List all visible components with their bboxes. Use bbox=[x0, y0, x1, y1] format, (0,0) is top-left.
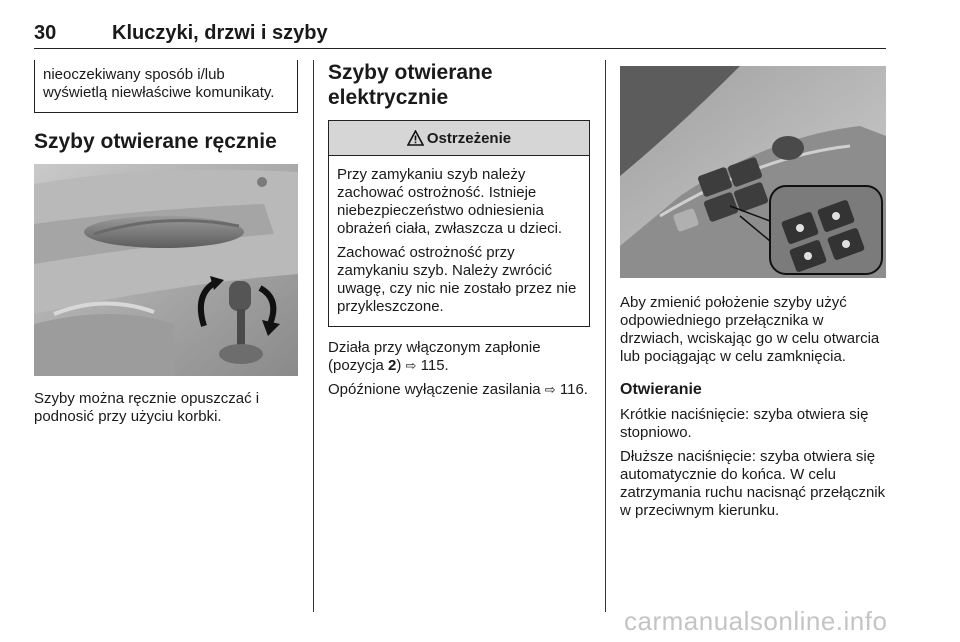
page-ref-arrow-icon: ⇨ bbox=[405, 358, 417, 373]
page-ref-arrow-icon: ⇨ bbox=[544, 382, 556, 397]
section-heading-power-windows: Szyby otwierane elektrycznie bbox=[328, 61, 493, 109]
page-number: 30 bbox=[34, 22, 57, 44]
column-divider-left bbox=[313, 60, 314, 612]
continued-warning-box bbox=[34, 60, 298, 113]
column-divider-right bbox=[605, 60, 606, 612]
window-switch-icon bbox=[796, 224, 804, 232]
page-title: Kluczyki, drzwi i szyby bbox=[112, 22, 328, 44]
warning-box bbox=[328, 120, 590, 327]
window-switch-icon bbox=[842, 240, 850, 248]
manual-windows-caption: Szyby można ręcznie opuszczać i podnosić przy użyciu korbki. bbox=[34, 390, 260, 425]
retained-power-paragraph bbox=[328, 381, 590, 399]
retained-power-text: Opóźnione wyłączenie zasilania bbox=[328, 381, 545, 398]
warning-paragraph-1: Przy zamykaniu szyb należy zachować ostrożność. Istnieje niebezpieczeństwo odniesienia obrażeń ciała, zwłaszcza u dzieci. bbox=[337, 166, 563, 237]
manual-window-crank-illustration bbox=[34, 164, 298, 376]
column-1 bbox=[34, 60, 298, 426]
warning-title: Ostrzeżenie bbox=[426, 129, 512, 147]
ignition-paragraph bbox=[328, 339, 590, 375]
warning-triangle-icon bbox=[407, 130, 424, 146]
warning-header bbox=[329, 121, 589, 156]
column-3 bbox=[620, 60, 886, 520]
window-switch-icon bbox=[832, 212, 840, 220]
short-press-paragraph: Krótkie naciśnięcie: szyba otwiera się stopniowo. bbox=[620, 406, 869, 441]
long-press-paragraph: Dłuższe naciśnięcie: szyba otwiera się automatycznie do końca. W celu zatrzymania ruchu nacisnąć przełącznik w przeciwnym kierunku. bbox=[620, 448, 886, 519]
power-windows-caption: Aby zmienić położenie szyby użyć odpowiedniego przełącznika w drzwiach, wciskając go w celu otwarcia lub pociągając w celu zamknięcia. bbox=[620, 294, 880, 365]
column-2 bbox=[328, 60, 590, 399]
power-window-switch-illustration bbox=[620, 66, 886, 278]
ignition-text-end: ) bbox=[396, 357, 406, 374]
continued-warning-text: nieoczekiwany sposób i/lub wyświetlą niewłaściwe komunikaty. bbox=[43, 66, 275, 101]
section-heading-manual-windows: Szyby otwierane ręcznie bbox=[34, 130, 277, 153]
page-ref-116[interactable]: 116. bbox=[559, 381, 588, 398]
ignition-position: 2 bbox=[388, 357, 397, 374]
page-header bbox=[34, 8, 886, 49]
page-ref-115[interactable]: 115. bbox=[420, 357, 449, 374]
ignition-text: Działa przy włączonym zapłonie (pozycja bbox=[328, 339, 541, 374]
crank-knob-icon bbox=[229, 281, 251, 311]
watermark: carmanualsonline.info bbox=[624, 606, 888, 636]
warning-paragraph-2: Zachować ostrożność przy zamykaniu szyb. Należy zwrócić uwagę, czy nic nie zostało przez nie przykleszczone. bbox=[337, 244, 577, 315]
window-switch-icon bbox=[804, 252, 812, 260]
subheading-opening: Otwieranie bbox=[620, 381, 702, 398]
